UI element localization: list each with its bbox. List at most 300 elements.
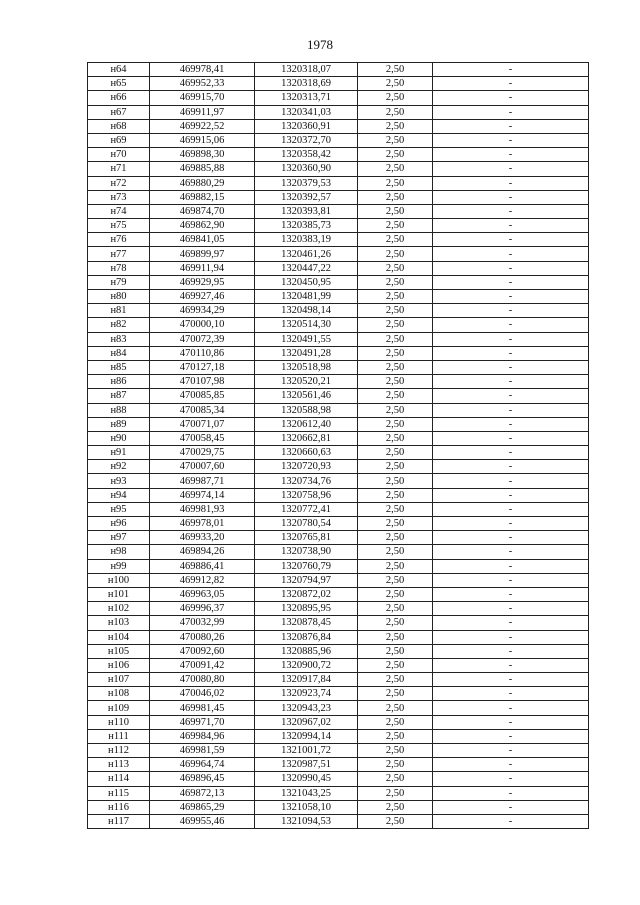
table-row <box>88 800 589 814</box>
page-number: 1978 <box>307 37 333 52</box>
y-coordinate-cell: 1321043,25 <box>255 786 358 800</box>
x-coordinate-cell: 469911,97 <box>150 105 255 119</box>
point-id-cell: н106 <box>88 658 150 672</box>
note-cell: - <box>433 204 589 218</box>
note-cell: - <box>433 275 589 289</box>
x-coordinate-cell: 470032,99 <box>150 616 255 630</box>
x-coordinate-cell: 469987,71 <box>150 474 255 488</box>
x-coordinate-cell: 469927,46 <box>150 290 255 304</box>
y-coordinate-cell: 1320360,91 <box>255 119 358 133</box>
note-cell: - <box>433 786 589 800</box>
y-coordinate-cell: 1320780,54 <box>255 517 358 531</box>
table-row <box>88 744 589 758</box>
x-coordinate-cell: 470058,45 <box>150 431 255 445</box>
note-cell: - <box>433 587 589 601</box>
point-id-cell: н91 <box>88 446 150 460</box>
table-row <box>88 431 589 445</box>
y-coordinate-cell: 1320588,98 <box>255 403 358 417</box>
x-coordinate-cell: 469896,45 <box>150 772 255 786</box>
x-coordinate-cell: 470110,86 <box>150 346 255 360</box>
x-coordinate-cell: 469885,88 <box>150 162 255 176</box>
point-id-cell: н68 <box>88 119 150 133</box>
table-row <box>88 162 589 176</box>
y-coordinate-cell: 1320358,42 <box>255 148 358 162</box>
x-coordinate-cell: 469952,33 <box>150 77 255 91</box>
x-coordinate-cell: 469882,15 <box>150 190 255 204</box>
y-coordinate-cell: 1320987,51 <box>255 758 358 772</box>
point-id-cell: н109 <box>88 701 150 715</box>
accuracy-cell: 2,50 <box>358 446 433 460</box>
x-coordinate-cell: 469933,20 <box>150 531 255 545</box>
accuracy-cell: 2,50 <box>358 800 433 814</box>
accuracy-cell: 2,50 <box>358 658 433 672</box>
accuracy-cell: 2,50 <box>358 687 433 701</box>
table-row <box>88 133 589 147</box>
note-cell: - <box>433 630 589 644</box>
note-cell: - <box>433 744 589 758</box>
y-coordinate-cell: 1320491,28 <box>255 346 358 360</box>
x-coordinate-cell: 469894,26 <box>150 545 255 559</box>
y-coordinate-cell: 1320872,02 <box>255 587 358 601</box>
note-cell: - <box>433 304 589 318</box>
point-id-cell: н79 <box>88 275 150 289</box>
x-coordinate-cell: 470007,60 <box>150 460 255 474</box>
note-cell: - <box>433 488 589 502</box>
table-row <box>88 814 589 828</box>
point-id-cell: н75 <box>88 219 150 233</box>
accuracy-cell: 2,50 <box>358 417 433 431</box>
note-cell: - <box>433 644 589 658</box>
note-cell: - <box>433 119 589 133</box>
y-coordinate-cell: 1320498,14 <box>255 304 358 318</box>
note-cell: - <box>433 517 589 531</box>
table-row <box>88 77 589 91</box>
accuracy-cell: 2,50 <box>358 261 433 275</box>
table-row <box>88 119 589 133</box>
note-cell: - <box>433 346 589 360</box>
x-coordinate-cell: 469974,14 <box>150 488 255 502</box>
point-id-cell: н73 <box>88 190 150 204</box>
note-cell: - <box>433 389 589 403</box>
accuracy-cell: 2,50 <box>358 105 433 119</box>
table-row <box>88 786 589 800</box>
y-coordinate-cell: 1320878,45 <box>255 616 358 630</box>
table-row <box>88 63 589 77</box>
note-cell: - <box>433 715 589 729</box>
point-id-cell: н84 <box>88 346 150 360</box>
point-id-cell: н112 <box>88 744 150 758</box>
accuracy-cell: 2,50 <box>358 673 433 687</box>
x-coordinate-cell: 469862,90 <box>150 219 255 233</box>
x-coordinate-cell: 469934,29 <box>150 304 255 318</box>
y-coordinate-cell: 1320772,41 <box>255 502 358 516</box>
y-coordinate-cell: 1320318,69 <box>255 77 358 91</box>
x-coordinate-cell: 469971,70 <box>150 715 255 729</box>
table-row <box>88 105 589 119</box>
note-cell: - <box>433 658 589 672</box>
x-coordinate-cell: 469899,97 <box>150 247 255 261</box>
y-coordinate-cell: 1320765,81 <box>255 531 358 545</box>
accuracy-cell: 2,50 <box>358 318 433 332</box>
x-coordinate-cell: 470127,18 <box>150 360 255 374</box>
table-row <box>88 375 589 389</box>
accuracy-cell: 2,50 <box>358 729 433 743</box>
x-coordinate-cell: 469981,93 <box>150 502 255 516</box>
note-cell: - <box>433 403 589 417</box>
table-row <box>88 176 589 190</box>
accuracy-cell: 2,50 <box>358 63 433 77</box>
note-cell: - <box>433 190 589 204</box>
point-id-cell: н90 <box>88 431 150 445</box>
table-row <box>88 488 589 502</box>
x-coordinate-cell: 469915,06 <box>150 133 255 147</box>
table-row <box>88 502 589 516</box>
y-coordinate-cell: 1320518,98 <box>255 360 358 374</box>
accuracy-cell: 2,50 <box>358 616 433 630</box>
x-coordinate-cell: 469915,70 <box>150 91 255 105</box>
point-id-cell: н94 <box>88 488 150 502</box>
accuracy-cell: 2,50 <box>358 77 433 91</box>
y-coordinate-cell: 1320481,99 <box>255 290 358 304</box>
note-cell: - <box>433 814 589 828</box>
x-coordinate-cell: 469911,94 <box>150 261 255 275</box>
note-cell: - <box>433 105 589 119</box>
note-cell: - <box>433 800 589 814</box>
coordinates-table <box>87 62 589 829</box>
y-coordinate-cell: 1320794,97 <box>255 573 358 587</box>
table-row <box>88 644 589 658</box>
accuracy-cell: 2,50 <box>358 744 433 758</box>
accuracy-cell: 2,50 <box>358 531 433 545</box>
accuracy-cell: 2,50 <box>358 346 433 360</box>
accuracy-cell: 2,50 <box>358 176 433 190</box>
x-coordinate-cell: 469872,13 <box>150 786 255 800</box>
x-coordinate-cell: 469981,45 <box>150 701 255 715</box>
table-row <box>88 701 589 715</box>
table-row <box>88 658 589 672</box>
table-row <box>88 602 589 616</box>
note-cell: - <box>433 77 589 91</box>
y-coordinate-cell: 1321094,53 <box>255 814 358 828</box>
table-row <box>88 346 589 360</box>
accuracy-cell: 2,50 <box>358 715 433 729</box>
accuracy-cell: 2,50 <box>358 290 433 304</box>
point-id-cell: н105 <box>88 644 150 658</box>
x-coordinate-cell: 469978,41 <box>150 63 255 77</box>
x-coordinate-cell: 469874,70 <box>150 204 255 218</box>
note-cell: - <box>433 91 589 105</box>
table-row <box>88 673 589 687</box>
table-row <box>88 687 589 701</box>
x-coordinate-cell: 469964,74 <box>150 758 255 772</box>
accuracy-cell: 2,50 <box>358 304 433 318</box>
point-id-cell: н65 <box>88 77 150 91</box>
table-row <box>88 247 589 261</box>
table-row <box>88 772 589 786</box>
accuracy-cell: 2,50 <box>358 587 433 601</box>
y-coordinate-cell: 1320660,63 <box>255 446 358 460</box>
table-row <box>88 474 589 488</box>
table-row <box>88 389 589 403</box>
point-id-cell: н116 <box>88 800 150 814</box>
point-id-cell: н77 <box>88 247 150 261</box>
accuracy-cell: 2,50 <box>358 162 433 176</box>
y-coordinate-cell: 1320385,73 <box>255 219 358 233</box>
table-row <box>88 517 589 531</box>
accuracy-cell: 2,50 <box>358 502 433 516</box>
y-coordinate-cell: 1320561,46 <box>255 389 358 403</box>
accuracy-cell: 2,50 <box>358 701 433 715</box>
x-coordinate-cell: 470085,34 <box>150 403 255 417</box>
y-coordinate-cell: 1320895,95 <box>255 602 358 616</box>
x-coordinate-cell: 470072,39 <box>150 332 255 346</box>
note-cell: - <box>433 729 589 743</box>
y-coordinate-cell: 1320447,22 <box>255 261 358 275</box>
y-coordinate-cell: 1320900,72 <box>255 658 358 672</box>
note-cell: - <box>433 290 589 304</box>
point-id-cell: н89 <box>88 417 150 431</box>
accuracy-cell: 2,50 <box>358 133 433 147</box>
point-id-cell: н82 <box>88 318 150 332</box>
table-row <box>88 587 589 601</box>
y-coordinate-cell: 1320720,93 <box>255 460 358 474</box>
point-id-cell: н110 <box>88 715 150 729</box>
y-coordinate-cell: 1320990,45 <box>255 772 358 786</box>
table-row <box>88 403 589 417</box>
table-row <box>88 304 589 318</box>
table-row <box>88 219 589 233</box>
point-id-cell: н117 <box>88 814 150 828</box>
note-cell: - <box>433 360 589 374</box>
x-coordinate-cell: 469886,41 <box>150 559 255 573</box>
accuracy-cell: 2,50 <box>358 403 433 417</box>
note-cell: - <box>433 772 589 786</box>
accuracy-cell: 2,50 <box>358 758 433 772</box>
point-id-cell: н101 <box>88 587 150 601</box>
point-id-cell: н71 <box>88 162 150 176</box>
table-row <box>88 545 589 559</box>
note-cell: - <box>433 148 589 162</box>
table-row <box>88 275 589 289</box>
table-row <box>88 261 589 275</box>
note-cell: - <box>433 318 589 332</box>
accuracy-cell: 2,50 <box>358 630 433 644</box>
accuracy-cell: 2,50 <box>358 602 433 616</box>
table-row <box>88 446 589 460</box>
table-row <box>88 630 589 644</box>
table-row <box>88 204 589 218</box>
x-coordinate-cell: 470071,07 <box>150 417 255 431</box>
table-row <box>88 460 589 474</box>
table-row <box>88 233 589 247</box>
x-coordinate-cell: 469955,46 <box>150 814 255 828</box>
table-row <box>88 148 589 162</box>
y-coordinate-cell: 1320734,76 <box>255 474 358 488</box>
note-cell: - <box>433 545 589 559</box>
point-id-cell: н88 <box>88 403 150 417</box>
note-cell: - <box>433 233 589 247</box>
point-id-cell: н78 <box>88 261 150 275</box>
accuracy-cell: 2,50 <box>358 219 433 233</box>
point-id-cell: н69 <box>88 133 150 147</box>
y-coordinate-cell: 1320923,74 <box>255 687 358 701</box>
accuracy-cell: 2,50 <box>358 431 433 445</box>
table-row <box>88 190 589 204</box>
note-cell: - <box>433 417 589 431</box>
accuracy-cell: 2,50 <box>358 389 433 403</box>
x-coordinate-cell: 470080,26 <box>150 630 255 644</box>
y-coordinate-cell: 1320392,57 <box>255 190 358 204</box>
point-id-cell: н97 <box>88 531 150 545</box>
note-cell: - <box>433 673 589 687</box>
accuracy-cell: 2,50 <box>358 275 433 289</box>
x-coordinate-cell: 470080,80 <box>150 673 255 687</box>
x-coordinate-cell: 469984,96 <box>150 729 255 743</box>
y-coordinate-cell: 1320885,96 <box>255 644 358 658</box>
note-cell: - <box>433 531 589 545</box>
y-coordinate-cell: 1320612,40 <box>255 417 358 431</box>
x-coordinate-cell: 469898,30 <box>150 148 255 162</box>
x-coordinate-cell: 470092,60 <box>150 644 255 658</box>
point-id-cell: н95 <box>88 502 150 516</box>
table-row <box>88 360 589 374</box>
accuracy-cell: 2,50 <box>358 460 433 474</box>
point-id-cell: н87 <box>88 389 150 403</box>
note-cell: - <box>433 162 589 176</box>
y-coordinate-cell: 1321058,10 <box>255 800 358 814</box>
x-coordinate-cell: 469922,52 <box>150 119 255 133</box>
y-coordinate-cell: 1320758,96 <box>255 488 358 502</box>
y-coordinate-cell: 1320341,03 <box>255 105 358 119</box>
table-row <box>88 417 589 431</box>
point-id-cell: н100 <box>88 573 150 587</box>
table-row <box>88 531 589 545</box>
y-coordinate-cell: 1320383,19 <box>255 233 358 247</box>
x-coordinate-cell: 469929,95 <box>150 275 255 289</box>
x-coordinate-cell: 470085,85 <box>150 389 255 403</box>
point-id-cell: н107 <box>88 673 150 687</box>
accuracy-cell: 2,50 <box>358 559 433 573</box>
point-id-cell: н81 <box>88 304 150 318</box>
y-coordinate-cell: 1320662,81 <box>255 431 358 445</box>
accuracy-cell: 2,50 <box>358 148 433 162</box>
accuracy-cell: 2,50 <box>358 375 433 389</box>
y-coordinate-cell: 1320450,95 <box>255 275 358 289</box>
y-coordinate-cell: 1320994,14 <box>255 729 358 743</box>
y-coordinate-cell: 1320318,07 <box>255 63 358 77</box>
note-cell: - <box>433 332 589 346</box>
note-cell: - <box>433 247 589 261</box>
accuracy-cell: 2,50 <box>358 474 433 488</box>
accuracy-cell: 2,50 <box>358 190 433 204</box>
y-coordinate-cell: 1320520,21 <box>255 375 358 389</box>
note-cell: - <box>433 375 589 389</box>
accuracy-cell: 2,50 <box>358 644 433 658</box>
table-row <box>88 332 589 346</box>
table-row <box>88 715 589 729</box>
point-id-cell: н113 <box>88 758 150 772</box>
note-cell: - <box>433 758 589 772</box>
x-coordinate-cell: 469981,59 <box>150 744 255 758</box>
x-coordinate-cell: 470000,10 <box>150 318 255 332</box>
accuracy-cell: 2,50 <box>358 91 433 105</box>
table-row <box>88 290 589 304</box>
note-cell: - <box>433 219 589 233</box>
x-coordinate-cell: 469963,05 <box>150 587 255 601</box>
note-cell: - <box>433 63 589 77</box>
accuracy-cell: 2,50 <box>358 233 433 247</box>
coordinates-table-body <box>88 63 589 829</box>
point-id-cell: н103 <box>88 616 150 630</box>
point-id-cell: н83 <box>88 332 150 346</box>
accuracy-cell: 2,50 <box>358 204 433 218</box>
point-id-cell: н111 <box>88 729 150 743</box>
point-id-cell: н104 <box>88 630 150 644</box>
note-cell: - <box>433 616 589 630</box>
table-row <box>88 318 589 332</box>
table-row <box>88 616 589 630</box>
accuracy-cell: 2,50 <box>358 247 433 261</box>
point-id-cell: н64 <box>88 63 150 77</box>
y-coordinate-cell: 1320760,79 <box>255 559 358 573</box>
x-coordinate-cell: 470091,42 <box>150 658 255 672</box>
accuracy-cell: 2,50 <box>358 488 433 502</box>
note-cell: - <box>433 687 589 701</box>
x-coordinate-cell: 469880,29 <box>150 176 255 190</box>
note-cell: - <box>433 446 589 460</box>
point-id-cell: н80 <box>88 290 150 304</box>
x-coordinate-cell: 469978,01 <box>150 517 255 531</box>
accuracy-cell: 2,50 <box>358 360 433 374</box>
note-cell: - <box>433 460 589 474</box>
y-coordinate-cell: 1320491,55 <box>255 332 358 346</box>
x-coordinate-cell: 469841,05 <box>150 233 255 247</box>
y-coordinate-cell: 1320943,23 <box>255 701 358 715</box>
point-id-cell: н115 <box>88 786 150 800</box>
note-cell: - <box>433 431 589 445</box>
x-coordinate-cell: 470046,02 <box>150 687 255 701</box>
point-id-cell: н98 <box>88 545 150 559</box>
y-coordinate-cell: 1320876,84 <box>255 630 358 644</box>
x-coordinate-cell: 469912,82 <box>150 573 255 587</box>
y-coordinate-cell: 1320461,26 <box>255 247 358 261</box>
point-id-cell: н93 <box>88 474 150 488</box>
y-coordinate-cell: 1320360,90 <box>255 162 358 176</box>
note-cell: - <box>433 176 589 190</box>
y-coordinate-cell: 1320967,02 <box>255 715 358 729</box>
accuracy-cell: 2,50 <box>358 517 433 531</box>
x-coordinate-cell: 469996,37 <box>150 602 255 616</box>
accuracy-cell: 2,50 <box>358 119 433 133</box>
table-row <box>88 758 589 772</box>
note-cell: - <box>433 474 589 488</box>
y-coordinate-cell: 1320313,71 <box>255 91 358 105</box>
note-cell: - <box>433 133 589 147</box>
accuracy-cell: 2,50 <box>358 814 433 828</box>
y-coordinate-cell: 1320372,70 <box>255 133 358 147</box>
accuracy-cell: 2,50 <box>358 332 433 346</box>
point-id-cell: н66 <box>88 91 150 105</box>
point-id-cell: н85 <box>88 360 150 374</box>
point-id-cell: н108 <box>88 687 150 701</box>
point-id-cell: н99 <box>88 559 150 573</box>
point-id-cell: н96 <box>88 517 150 531</box>
note-cell: - <box>433 502 589 516</box>
accuracy-cell: 2,50 <box>358 786 433 800</box>
y-coordinate-cell: 1320917,84 <box>255 673 358 687</box>
point-id-cell: н72 <box>88 176 150 190</box>
y-coordinate-cell: 1321001,72 <box>255 744 358 758</box>
